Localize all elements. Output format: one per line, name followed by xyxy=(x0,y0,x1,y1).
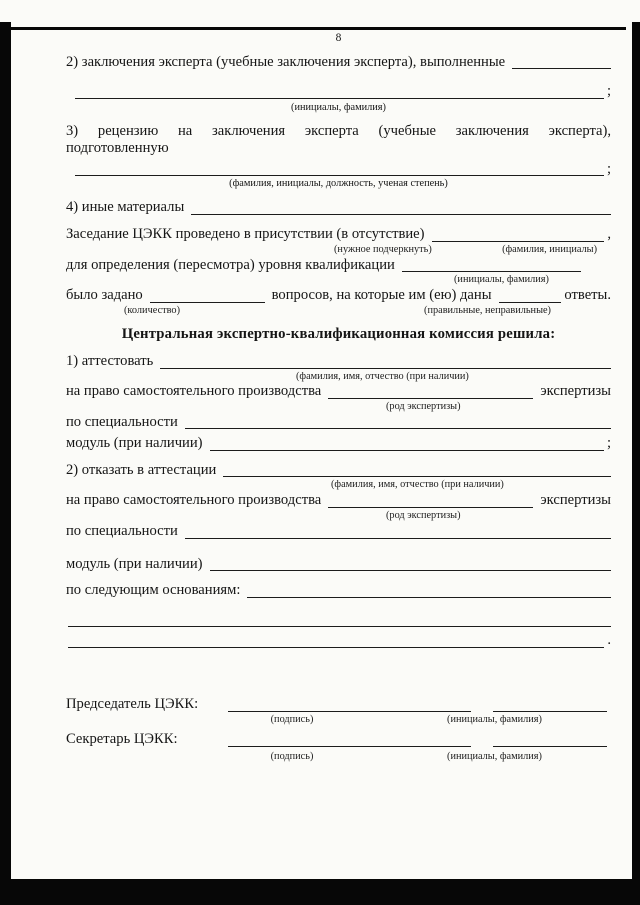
qualification-blank xyxy=(402,257,581,273)
secretary-sign-caption: (подпись) xyxy=(270,750,314,762)
attest-line xyxy=(66,353,611,371)
secretary-caption-row xyxy=(66,751,611,763)
chairman-signature-blank xyxy=(228,696,471,712)
scan-edge-top-line xyxy=(11,27,626,30)
refuse-name-caption-row xyxy=(66,479,611,491)
session-captions xyxy=(66,244,611,256)
questions-text-2: вопросов, на которые им (ею) даны xyxy=(271,287,492,304)
refuse-final-period: . xyxy=(607,632,611,649)
item2-text: 2) заключения эксперта (учебные заключения эксперта), выполненные xyxy=(66,53,506,70)
item2-blank-1 xyxy=(512,54,611,70)
attest-module-line xyxy=(66,435,611,453)
questions-answers-blank xyxy=(499,287,562,303)
item3-text-line1: 3) рецензию на заключения эксперта (учебные заключения эксперта), xyxy=(66,122,611,139)
questions-count-blank xyxy=(150,287,265,303)
refuse-module-text: модуль (при наличии) xyxy=(66,555,203,572)
chairman-sign-caption: (подпись) xyxy=(270,714,314,726)
attest-specialty-blank xyxy=(185,414,611,430)
session-line xyxy=(66,226,611,244)
attest-production-line xyxy=(66,383,611,401)
scan-edge-right xyxy=(632,22,640,905)
refuse-production-line xyxy=(66,492,611,510)
attest-specialty-text: по специальности xyxy=(66,413,178,430)
item4-blank xyxy=(191,199,611,215)
item2-blank-2 xyxy=(75,83,604,99)
qualification-line xyxy=(66,257,611,275)
commission-decision-heading: Центральная экспертно-квалификационная комиссия решила: xyxy=(121,326,556,343)
attest-semicolon: ; xyxy=(606,435,611,452)
refuse-grounds-blank-2 xyxy=(68,612,611,628)
chairman-signature-line xyxy=(66,696,611,714)
refuse-specialty-text: по специальности xyxy=(66,523,178,540)
session-blank xyxy=(432,226,605,242)
refuse-name-blank xyxy=(223,462,611,478)
page-number: 8 xyxy=(335,32,342,44)
item3-paragraph xyxy=(66,123,611,158)
attest-production-text: на право самостоятельного производства xyxy=(66,383,322,400)
questions-text-3: ответы. xyxy=(564,287,612,304)
scan-edge-left xyxy=(0,22,11,905)
attest-name-caption-row xyxy=(66,371,611,383)
questions-caption-count: (количество) xyxy=(124,304,181,316)
refuse-label: 2) отказать в аттестации xyxy=(66,461,217,478)
secretary-signature-line xyxy=(66,731,611,749)
session-comma: , xyxy=(607,226,611,243)
refuse-production-text: на право самостоятельного производства xyxy=(66,492,322,509)
qualification-caption: (инициалы, фамилия) xyxy=(454,274,549,286)
scan-edge-bottom xyxy=(0,879,640,905)
item4-line xyxy=(66,199,611,217)
item2-line xyxy=(66,54,611,72)
chairman-caption-row xyxy=(66,714,611,726)
refuse-kind-caption: (род экспертизы) xyxy=(386,509,461,521)
refuse-grounds-blank-1 xyxy=(247,582,611,598)
refuse-grounds-line xyxy=(66,582,611,600)
attest-module-text: модуль (при наличии) xyxy=(66,435,203,452)
attest-kind-caption-row xyxy=(66,401,611,413)
refuse-module-line xyxy=(66,556,611,574)
refuse-grounds-fill-line-1 xyxy=(66,612,611,628)
item2-caption: (инициалы, фамилия) xyxy=(291,101,386,113)
questions-line xyxy=(66,287,611,305)
refuse-expertise-kind-blank xyxy=(328,492,533,508)
attest-expertise-kind-blank xyxy=(328,383,533,399)
refuse-specialty-blank xyxy=(185,523,611,539)
chairman-name-caption: (инициалы, фамилия) xyxy=(447,714,542,726)
refuse-module-blank xyxy=(210,556,611,572)
secretary-name-caption: (инициалы, фамилия) xyxy=(447,750,542,762)
document-body xyxy=(66,32,611,763)
qualification-captions xyxy=(66,274,611,286)
refuse-expertise-text: экспертизы xyxy=(540,492,611,509)
refuse-grounds-blank-3 xyxy=(68,632,604,648)
refuse-specialty-line xyxy=(66,523,611,541)
refuse-name-caption: (фамилия, имя, отчество (при наличии) xyxy=(331,479,504,491)
attest-name-caption: (фамилия, имя, отчество (при наличии) xyxy=(296,370,469,382)
attest-label: 1) аттестовать xyxy=(66,353,154,370)
refuse-grounds-text: по следующим основаниям: xyxy=(66,582,241,599)
item3-fill-line xyxy=(66,161,611,179)
attest-specialty-line xyxy=(66,414,611,432)
secretary-signature-blank xyxy=(228,731,471,747)
attest-name-blank xyxy=(160,353,611,369)
session-text: Заседание ЦЭКК проведено в присутствии (в отсутствие) xyxy=(66,226,425,243)
attest-kind-caption: (род экспертизы) xyxy=(386,400,461,412)
secretary-label: Секретарь ЦЭКК: xyxy=(66,731,178,748)
item3-text-line2: подготовленную xyxy=(66,140,169,157)
item3-semicolon: ; xyxy=(606,160,611,177)
questions-captions xyxy=(66,305,611,317)
chairman-label: Председатель ЦЭКК: xyxy=(66,695,199,712)
secretary-name-blank xyxy=(493,731,608,747)
refuse-grounds-fill-line-2 xyxy=(66,632,611,650)
questions-text-1: было задано xyxy=(66,287,143,304)
item2-fill-line xyxy=(66,83,611,101)
refuse-kind-caption-row xyxy=(66,510,611,522)
refuse-line xyxy=(66,462,611,480)
item3-blank xyxy=(75,161,604,177)
chairman-name-blank xyxy=(493,696,608,712)
item4-text: 4) иные материалы xyxy=(66,198,185,215)
attest-expertise-text: экспертизы xyxy=(540,383,611,400)
item2-semicolon: ; xyxy=(606,83,611,100)
session-caption-name: (фамилия, инициалы) xyxy=(502,243,597,255)
session-caption-underline: (нужное подчеркнуть) xyxy=(334,243,432,255)
attest-module-blank xyxy=(210,435,604,451)
item3-caption: (фамилия, инициалы, должность, ученая степень) xyxy=(229,178,448,190)
questions-caption-answers: (правильные, неправильные) xyxy=(424,304,551,316)
qualification-text: для определения (пересмотра) уровня квалификации xyxy=(66,256,395,273)
